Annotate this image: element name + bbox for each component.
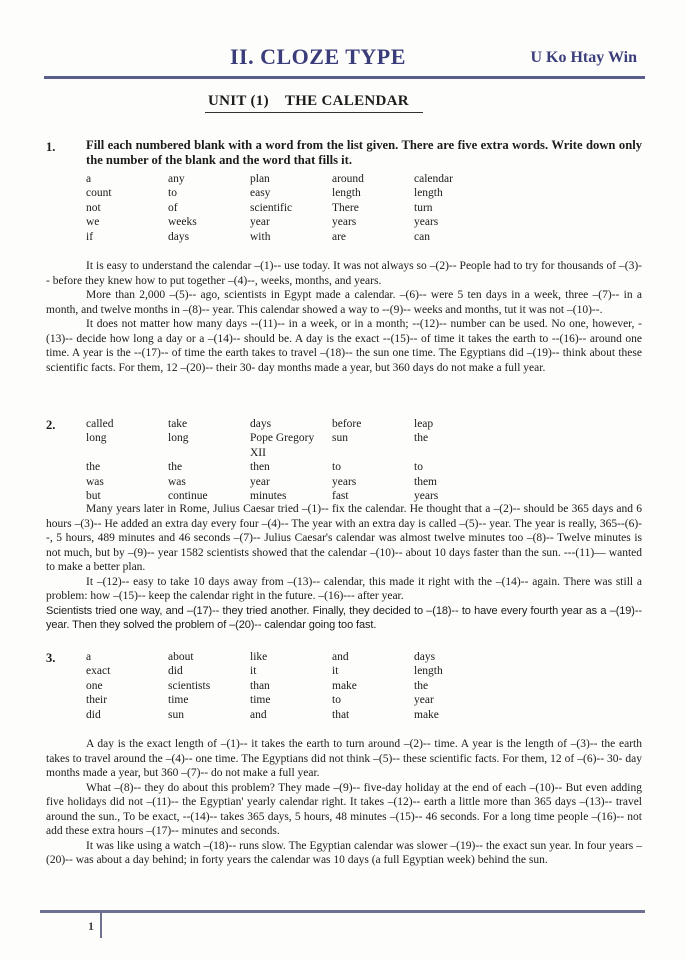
word-option: of xyxy=(168,201,178,214)
word-option: the xyxy=(168,461,183,474)
word-option: called xyxy=(86,418,114,430)
word-option: around xyxy=(332,173,364,185)
word-option: that xyxy=(332,708,350,721)
passage-paragraph: More than 2,000 –(5)-- ago, scientists in Egypt made a calendar. –(6)-- were 5 ten days in a week, three –(7)-- in a month, and twelve months in –(8)-- year. This calendar showed a way to --(9)-- weeks and months, tut it was not –(10)--. xyxy=(46,289,642,316)
word-option: There xyxy=(332,201,359,214)
word-option: sun xyxy=(332,432,348,445)
passage-paragraph: Scientists tried one way, and –(17)-- they tried another. Finally, they decided to –(18)-- to have every fourth year as a –(19)-- year. Then they solved the problem of –(20)-- calendar going too fast. xyxy=(46,604,642,631)
word-option: before xyxy=(332,418,362,430)
word-option: turn xyxy=(414,201,433,214)
word-option: long xyxy=(86,432,107,445)
word-option: a xyxy=(86,173,92,185)
exercise-3-word-list xyxy=(86,650,494,722)
header-divider xyxy=(44,76,645,79)
word-option: year xyxy=(250,216,270,229)
passage-paragraph: It –(12)-- easy to take 10 days away from –(13)-- calendar, this made it right with the –(14)-- again. There was still a problem: how –(15)-- keep the calendar right in the future. –(16)--- after year. xyxy=(46,575,642,602)
word-option: to xyxy=(332,461,341,474)
word-option: the xyxy=(86,461,101,474)
passage-paragraph: A day is the exact length of –(1)-- it takes the earth to turn around –(2)-- time. A year is the length of –(3)-- the earth takes to travel around the –(4)-- one time. The Egyptians did not think –(5)-- these scientific facts. For them, 12 of –(6)-- 30- day months made a year, but 360 –(7)-- do not make a full year. xyxy=(46,738,642,779)
exercise-3-passage xyxy=(46,737,642,868)
word-option: a xyxy=(86,651,92,663)
word-option: them xyxy=(414,475,437,488)
word-option: and xyxy=(250,708,267,721)
word-option: continue xyxy=(168,490,208,503)
word-option: exact xyxy=(86,665,111,678)
word-option: are xyxy=(332,230,347,243)
unit-underline xyxy=(205,112,423,113)
word-option: was xyxy=(168,475,186,488)
word-option: it xyxy=(332,665,339,678)
word-option: it xyxy=(250,665,257,678)
word-option: days xyxy=(414,651,436,663)
word-option: did xyxy=(86,708,101,721)
word-option: can xyxy=(414,230,430,243)
word-option: length xyxy=(414,665,443,678)
author-name: U Ko Htay Win xyxy=(530,49,637,66)
exercise-1-passage xyxy=(46,259,642,375)
word-option: fast xyxy=(332,490,349,503)
passage-paragraph: It is easy to understand the calendar –(1)-- use today. It was not always so –(2)-- People had to try for thousands of –(3)-- before they knew how to put together –(4)--, weeks, months, and years. xyxy=(46,260,642,287)
word-option: we xyxy=(86,216,100,229)
word-option: about xyxy=(168,651,194,663)
word-option: time xyxy=(168,694,189,707)
unit-title: THE CALENDAR xyxy=(284,93,409,109)
word-option: to xyxy=(332,694,341,707)
page-title: II. CLOZE TYPE xyxy=(230,44,406,69)
word-option: plan xyxy=(250,173,270,185)
word-option: years xyxy=(414,216,439,229)
word-option: days xyxy=(250,418,272,430)
exercise-1-instruction: Fill each numbered blank with a word from the list given. There are five extra words. Write down only the number of the blank and the word that fills it. xyxy=(86,138,642,167)
word-option: to xyxy=(168,187,177,200)
word-option: years xyxy=(332,475,357,488)
word-option: than xyxy=(250,679,270,692)
word-option: then xyxy=(250,461,270,474)
word-option: their xyxy=(86,694,108,707)
word-option: scientific xyxy=(250,201,293,214)
word-option: not xyxy=(86,201,101,214)
word-option: scientists xyxy=(168,679,211,692)
word-option: long xyxy=(168,432,189,445)
footer-tick xyxy=(100,910,102,938)
word-option: year xyxy=(414,694,434,707)
word-option: count xyxy=(86,187,112,200)
word-option: any xyxy=(168,173,185,185)
unit-label: UNIT (1) xyxy=(208,93,269,109)
word-option: days xyxy=(168,230,190,243)
unit-heading xyxy=(208,93,425,110)
word-option: leap xyxy=(414,418,434,430)
word-option: calendar xyxy=(414,173,453,185)
exercise-1-number: 1. xyxy=(46,140,56,154)
passage-paragraph: Many years later in Rome, Julius Caesar tried –(1)-- fix the calendar. He thought that a –(2)-- should be 365 days and 6 hours –(3)-- He added an extra day every four –(4)-- The year with an extra day is called –(5)-- year. The year is really, 365--(6)--, 5 hours, 489 minutes and 46 seconds –(7)-- Julius Caesar's calendar was almost twelve minutes too –(8)-- Twelve minutes is not much, but by –(9)-- year 1582 scientists showed that the calendar –(10)-- about 10 days faster than the sun. ---(11)— wanted to make a better plan. xyxy=(46,503,642,573)
word-option: make xyxy=(414,708,439,721)
passage-paragraph: It does not matter how many days --(11)-- in a week, or in a month; --(12)-- number can be used. No one, however, -(13)-- decide how long a day or a –(14)-- should be. A day is the exact --(15)-- of time it takes the earth to --(16)-- around one time. A year is the --(17)-- of time the earth takes to travel –(18)-- the sun one time. The Egyptians did –(19)-- think about these scientific facts. For them, 12 –(20)-- their 30- day months made a year, but 360 days do not make a full year. xyxy=(46,318,642,374)
passage-paragraph: It was like using a watch –(18)-- runs slow. The Egyptian calendar was slower –(19)-- the exact sun year. In four years –(20)-- was about a day behind; in forty years the calendar was 10 days (a full Egyptian week) behind the sun. xyxy=(46,839,642,866)
word-option: years xyxy=(332,216,357,229)
word-option: minutes xyxy=(250,490,287,503)
exercise-3-number: 3. xyxy=(46,651,56,665)
word-option: years xyxy=(414,490,439,503)
word-option: year xyxy=(250,475,270,488)
footer-divider xyxy=(40,910,645,913)
exercise-1-word-list xyxy=(86,172,494,244)
word-option: the xyxy=(414,679,429,692)
word-option: weeks xyxy=(168,216,197,229)
word-option: like xyxy=(250,651,268,663)
word-option: with xyxy=(250,230,271,243)
word-option: length xyxy=(332,187,361,200)
exercise-2-passage xyxy=(46,502,642,633)
word-option: time xyxy=(250,694,271,707)
word-option: and xyxy=(332,651,349,663)
passage-paragraph: What –(8)-- they do about this problem? They made –(9)-- five-day holiday at the end of each –(10)-- But even adding five holidays did not –(11)-- the Egyptian' yearly calendar right. It takes –(12)-- earth a little more than 365 days –(13)-- travel around the sun., To be exact, --(14)-- takes 365 days, 5 hours, 48 minutes –(15)-- 46 seconds. For a long time people –(16)-- not add these extra hours –(17)-- minutes and seconds. xyxy=(46,781,642,837)
exercise-2-number: 2. xyxy=(46,418,56,432)
page-number: 1 xyxy=(88,919,94,933)
word-option: the xyxy=(414,432,429,445)
word-option: was xyxy=(86,475,104,488)
word-option: did xyxy=(168,665,183,678)
word-option: one xyxy=(86,679,103,692)
word-option: but xyxy=(86,490,101,503)
word-option: easy xyxy=(250,187,271,200)
word-option: take xyxy=(168,418,188,430)
word-option: sun xyxy=(168,708,184,721)
word-option: length xyxy=(414,187,443,200)
word-option: Pope Gregory XII xyxy=(250,432,315,459)
word-option: if xyxy=(86,230,94,243)
word-option: make xyxy=(332,679,357,692)
exercise-2-word-list xyxy=(86,417,494,503)
word-option: to xyxy=(414,461,423,474)
